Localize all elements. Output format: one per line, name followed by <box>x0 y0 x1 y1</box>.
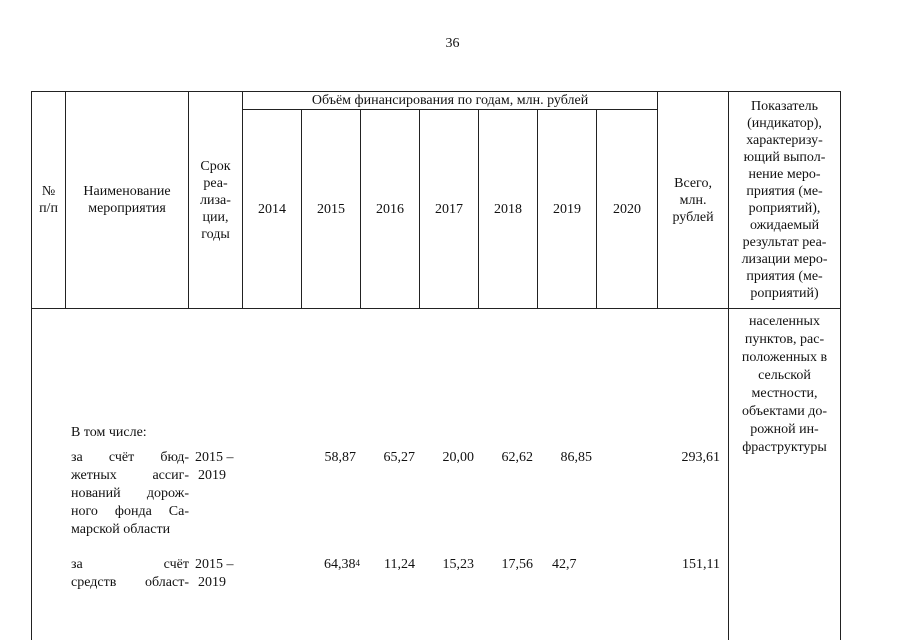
header-name: Наименование мероприятия <box>66 92 189 309</box>
cell-2018: 17,56 <box>501 557 533 572</box>
header-year-2015: 2015 <box>302 110 361 309</box>
header-year-2019: 2019 <box>538 110 597 309</box>
cell-2015: 64,38$^4$ <box>324 557 360 572</box>
including-label: В том числе: <box>71 425 147 440</box>
cell-2017: 15,23 <box>442 557 474 572</box>
row-term: 2015 – 2019 <box>195 450 234 483</box>
indicator-continuation: населенных пунктов, рас- положенных в сельской местности, объектами до- рожной ин- фраструктуры <box>741 314 828 455</box>
table-header <box>31 91 841 309</box>
header-year-2014: 2014 <box>243 110 302 309</box>
header-total: Всего, млн. рублей <box>658 92 729 309</box>
table-border-right <box>840 309 841 640</box>
footnote-marker: 4 <box>355 558 360 568</box>
header-term: Срок реа- лиза- ции, годы <box>189 92 243 309</box>
cell-2015: 58,87 <box>324 450 356 465</box>
cell-total: 293,61 <box>681 450 720 465</box>
cell-2019: 42,7 <box>552 557 577 572</box>
page-number: 36 <box>445 36 460 51</box>
cell-total: 151,11 <box>682 557 720 572</box>
header-number: № п/п <box>32 92 66 309</box>
header-year-2018: 2018 <box>479 110 538 309</box>
cell-2017: 20,00 <box>442 450 474 465</box>
table-border-left <box>31 309 32 640</box>
cell-2019: 86,85 <box>560 450 592 465</box>
header-year-2020: 2020 <box>597 110 658 309</box>
cell-2018: 62,62 <box>501 450 533 465</box>
header-year-2016: 2016 <box>361 110 420 309</box>
row-term: 2015 – 2019 <box>195 557 234 590</box>
row-name: за счёт бюд- жетных ассиг- нований дорож- ного фонда Са- марской области <box>71 450 189 537</box>
row-name: за счёт средств област- <box>71 557 189 590</box>
cell-2016: 11,24 <box>384 557 415 572</box>
cell-2016: 65,27 <box>383 450 415 465</box>
header-indicator: Показатель (индикатор), характеризу- ющий выпол- нение меро- приятия (ме- роприятий), ожидаемый результат реа- лизации меро- приятия (ме- роприятий) <box>729 92 841 309</box>
header-financing-group: Объём финансирования по годам, млн. рублей <box>243 92 658 110</box>
header-year-2017: 2017 <box>420 110 479 309</box>
